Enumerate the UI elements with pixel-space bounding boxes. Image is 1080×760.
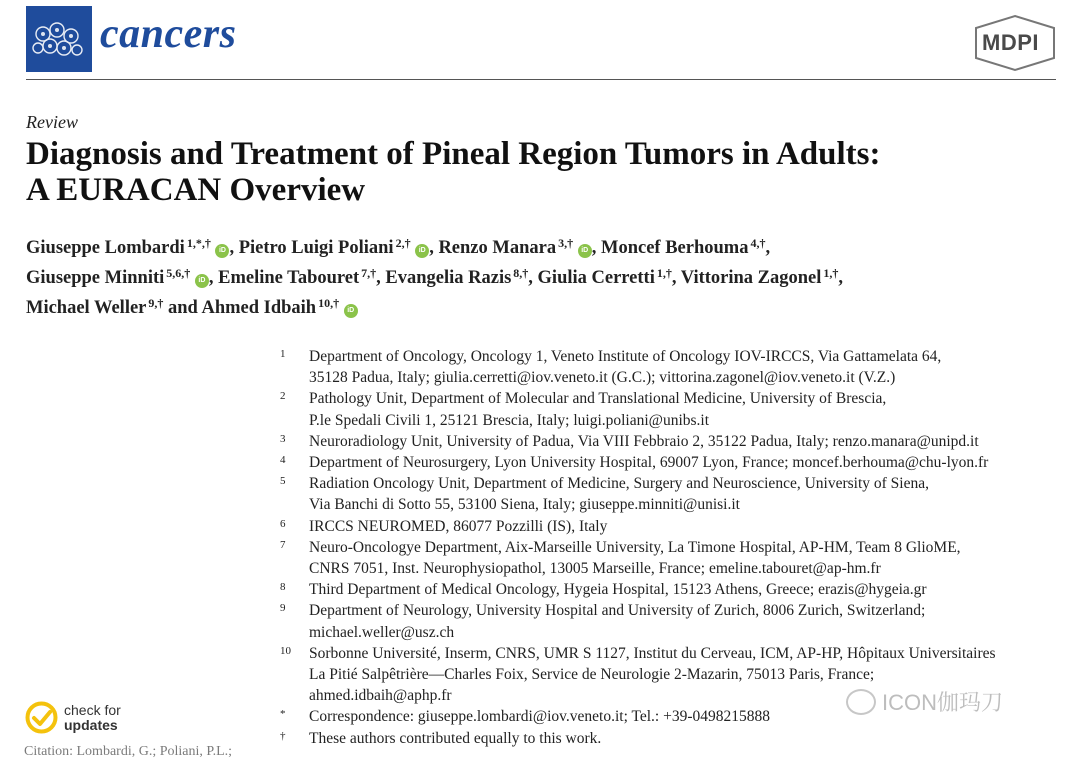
author-line [26, 261, 1056, 291]
author-affiliation-marker: 2,† [395, 236, 411, 250]
affiliation-line: Department of Neurology, University Hospital and University of Zurich, 8006 Zurich, Switzerland; [309, 602, 926, 620]
author-name[interactable]: Emeline Tabouret [218, 268, 360, 288]
affiliation-text [309, 388, 1070, 430]
header-divider [26, 79, 1056, 80]
cells-icon [26, 6, 92, 72]
author-affiliation-marker: 8,† [513, 266, 529, 280]
author-name[interactable]: Giulia Cerretti [537, 268, 655, 288]
affiliation-line: Pathology Unit, Department of Molecular and Translational Medicine, University of Brescia, [309, 390, 887, 408]
author-line [26, 291, 1056, 321]
affiliation-line: These authors contributed equally to this work. [309, 729, 602, 747]
affiliation-line: Via Banchi di Sotto 55, 53100 Siena, Italy; giuseppe.minniti@unisi.it [309, 496, 740, 514]
affiliation-item [280, 473, 1070, 515]
affiliation-text [309, 346, 1070, 388]
author-separator: , [591, 238, 601, 258]
affiliation-line: Department of Oncology, Oncology 1, Veneto Institute of Oncology IOV-IRCCS, Via Gattamelata 64, [309, 348, 942, 365]
affiliation-number: 9 [280, 602, 286, 615]
title-line-2: A EURACAN Overview [26, 172, 366, 208]
author-list [26, 231, 1056, 321]
affiliation-line: La Pitié Salpêtrière—Charles Foix, Service de Neurologie 2-Mazarin, 75013 Paris, France; [309, 666, 875, 684]
affiliation-item [280, 452, 1070, 473]
watermark [846, 686, 1003, 717]
affiliation-number: 10 [280, 644, 291, 657]
orcid-icon[interactable]: iD [415, 244, 429, 258]
article-title [26, 136, 1056, 208]
affiliation-line: Neuroradiology Unit, University of Padua, Via VIII Febbraio 2, 35122 Padua, Italy; renzo.manara@unipd.it [309, 432, 979, 450]
affiliation-line: michael.weller@usz.ch [309, 623, 455, 641]
affiliation-number: 8 [280, 581, 286, 594]
author-affiliation-marker: 1,† [823, 266, 839, 280]
affiliation-item [280, 431, 1070, 452]
affiliation-number: † [280, 729, 286, 742]
journal-logo [26, 6, 92, 72]
author-separator: , [208, 268, 219, 288]
author-name[interactable]: Giuseppe Minniti [26, 268, 165, 288]
author-affiliation-marker: 7,† [361, 266, 377, 280]
affiliation-line: Radiation Oncology Unit, Department of Medicine, Surgery and Neuroscience, University of Siena, [309, 475, 929, 493]
affiliation-text [309, 452, 1070, 473]
author-name[interactable]: Renzo Manara [438, 238, 557, 258]
orcid-icon[interactable]: iD [215, 244, 229, 258]
affiliation-line: ahmed.idbaih@aphp.fr [309, 687, 452, 705]
affiliation-item [280, 579, 1070, 600]
checkmark-icon [25, 701, 58, 734]
affiliation-item [280, 728, 1070, 749]
author-affiliation-marker: 10,† [318, 296, 340, 310]
affiliation-line: Department of Neurosurgery, Lyon University Hospital, 69007 Lyon, France; moncef.berhouma@chu-lyon.fr [309, 454, 989, 472]
author-affiliation-marker: 1,*,† [186, 236, 211, 250]
citation-cut-line: Citation: Lombardi, G.; Poliani, P.L.; [24, 744, 233, 759]
affiliation-text [309, 728, 1070, 749]
affiliation-text [309, 516, 1070, 537]
affiliation-number: 5 [280, 475, 286, 488]
affiliation-number: 7 [280, 538, 286, 551]
affiliation-line: IRCCS NEUROMED, 86077 Pozzilli (IS), Italy [309, 517, 608, 535]
author-separator: , [765, 238, 771, 258]
author-name[interactable]: Vittorina Zagonel [680, 268, 822, 288]
affiliation-line: CNRS 7051, Inst. Neurophysiopathol, 13005 Marseille, France; emeline.tabouret@ap-hm.fr [309, 560, 881, 578]
check-updates-line1: check for [64, 702, 121, 718]
affiliation-item [280, 516, 1070, 537]
check-updates-line2: updates [64, 717, 118, 733]
author-affiliation-marker: 1,† [656, 266, 672, 280]
author-name[interactable]: Evangelia Razis [385, 268, 512, 288]
affiliation-number: * [280, 708, 286, 721]
affiliation-number: 4 [280, 454, 286, 467]
affiliation-item [280, 537, 1070, 579]
orcid-icon[interactable]: iD [578, 244, 592, 258]
affiliation-line: Sorbonne Université, Inserm, CNRS, UMR S 1127, Institut du Cerveau, ICM, AP-HP, Hôpitaux Universitaires [309, 644, 996, 662]
check-for-updates-button[interactable] [25, 701, 135, 741]
watermark-text: ICON伽玛刀 [882, 690, 1004, 715]
affiliation-line: P.le Spedali Civili 1, 25121 Brescia, Italy; luigi.poliani@unibs.it [309, 411, 710, 429]
author-name[interactable]: Moncef Berhouma [600, 238, 749, 258]
affiliation-number: 3 [280, 432, 286, 445]
affiliation-text [309, 600, 1070, 642]
affiliation-number: 2 [280, 390, 286, 403]
affiliation-line: Neuro-Oncologye Department, Aix-Marseille University, La Timone Hospital, AP-HM, Team 8 GlioME, [309, 538, 961, 556]
publisher-logo-text: MDPI [982, 30, 1039, 55]
author-separator: , [671, 268, 681, 288]
affiliation-number: 1 [280, 348, 286, 360]
author-separator: , [838, 268, 844, 288]
affiliation-line: Correspondence: giuseppe.lombardi@iov.veneto.it; Tel.: +39-0498215888 [309, 708, 771, 726]
author-name[interactable]: Ahmed Idbaih [201, 298, 317, 318]
author-separator: , [376, 268, 386, 288]
affiliation-line: 35128 Padua, Italy; giulia.cerretti@iov.veneto.it (G.C.); vittorina.zagonel@iov.veneto.it (V.Z.) [309, 369, 896, 387]
author-affiliation-marker: 3,† [558, 236, 574, 250]
author-affiliation-marker: 5,6,† [166, 266, 191, 280]
affiliation-number: 6 [280, 517, 286, 530]
affiliation-text [309, 431, 1070, 452]
affiliation-item [280, 388, 1070, 430]
author-name[interactable]: Giuseppe Lombardi [26, 238, 185, 258]
article-type: Review [26, 112, 78, 132]
affiliation-text [309, 537, 1070, 579]
author-name[interactable]: Pietro Luigi Poliani [238, 238, 394, 258]
author-name[interactable]: Michael Weller [26, 298, 147, 318]
journal-name[interactable]: cancers [100, 11, 237, 57]
author-separator: , [528, 268, 538, 288]
orcid-icon[interactable]: iD [195, 274, 209, 288]
author-affiliation-marker: 9,† [148, 296, 164, 310]
author-separator: , [429, 238, 439, 258]
orcid-icon[interactable]: iD [344, 304, 358, 318]
author-separator: and [163, 298, 202, 318]
affiliation-text [309, 579, 1070, 600]
author-line [26, 231, 1056, 261]
author-affiliation-marker: 4,† [750, 236, 766, 250]
author-separator: , [229, 238, 239, 258]
wechat-icon [846, 689, 876, 715]
title-line-1: Diagnosis and Treatment of Pineal Region Tumors in Adults: [26, 136, 881, 172]
affiliation-item [280, 600, 1070, 642]
affiliation-line: Third Department of Medical Oncology, Hygeia Hospital, 15123 Athens, Greece; erazis@hygeia.gr [309, 581, 927, 599]
affiliation-item [280, 346, 1070, 388]
affiliation-text [309, 473, 1070, 515]
